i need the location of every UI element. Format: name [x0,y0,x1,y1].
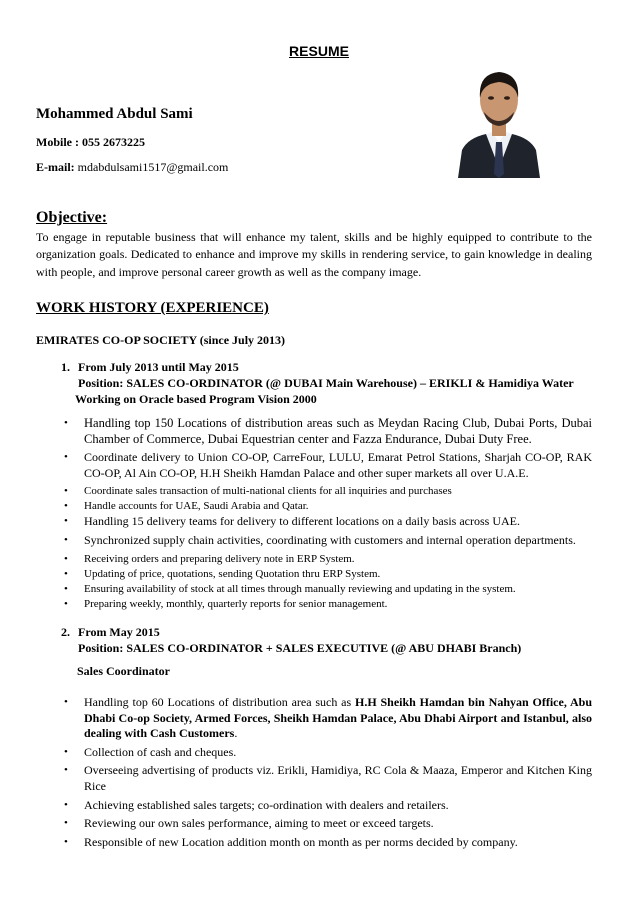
list-item: • Updating of price, quotations, sending Quotation thru ERP System. [64,567,381,580]
job-1-duties [62,416,592,612]
page-title: RESUME [289,43,349,59]
bullet-icon: • [64,552,68,565]
job-1-system: Working on Oracle based Program Vision 2000 [75,392,317,406]
list-item: • Collection of cash and cheques. [64,744,237,759]
list-item: • Responsible of new Location addition month on month as per norms decided by company. [64,834,518,849]
email-line [36,160,228,175]
mobile-number: Mobile : 055 2673225 [36,135,145,149]
list-item: • Handling 15 delivery teams for delivery to different locations on a daily basis across UAE. [64,514,520,529]
list-item: • Reviewing our own sales performance, aiming to meet or exceed targets. [64,816,434,831]
job-2-dates: From May 2015 [78,625,160,639]
list-item: • Achieving established sales targets; co-ordination with dealers and retailers. [64,797,449,812]
list-item: • Preparing weekly, monthly, quarterly reports for senior management. [64,597,388,610]
job-2-subtitle: Sales Coordinator [77,664,170,678]
email-value: mdabdulsami1517@gmail.com [77,160,229,174]
list-item: • Handle accounts for UAE, Saudi Arabia and Qatar. [64,500,309,513]
bullet-icon: • [64,696,68,708]
bullet-icon: • [64,500,68,513]
email-label: E-mail: [36,160,75,174]
bullet-icon: • [64,597,68,610]
job-2-duties [62,695,592,853]
work-history-title: WORK HISTORY (EXPERIENCE) [36,300,269,316]
bullet-icon: • [64,485,68,498]
candidate-name: Mohammed Abdul Sami [36,106,193,122]
bullet-icon: • [64,798,68,811]
employer-name: EMIRATES CO-OP SOCIETY (since July 2013) [36,333,286,347]
bullet-icon: • [64,582,68,595]
list-item: • Coordinate delivery to Union CO-OP, CarreFour, LULU, Emarat Petrol Stations, Sharjah CO-OP, RAK CO-OP, Al Ain CO-OP, H.H Sheikh Hamdan Palace and other super markets all over U.A.E. [64,450,592,480]
job-2-number: 2. [61,625,70,639]
objective-text: To engage in reputable business that will enhance my talent, skills and be highly equipped to contribute to the organization goals. Dedicated to enhance and improve my skills in rendering service, to gain knowledge in dealing with people, and improve personal career growth as well as the company image. [36,230,592,279]
bullet-icon: • [64,745,68,758]
list-item: • Coordinate sales transaction of multi-national clients for all inquiries and purchases [64,485,452,498]
list-item: • Handling top 60 Locations of distribution area such as H.H Sheikh Hamdan bin Nahyan Office, Abu Dhabi Co-op Society, Armed Forces, Sheikh Hamdan Palace, Abu Dhabi Airport and Istanbul, also dealing with Cash Customers. [64,695,593,741]
bullet-icon: • [64,835,68,848]
job-1-position: Position: SALES CO-ORDINATOR (@ DUBAI Main Warehouse) – ERIKLI & Hamidiya Water [78,376,574,390]
profile-photo [452,58,546,178]
bullet-icon: • [64,764,68,777]
job-2-header [61,624,521,656]
bullet-icon: • [64,417,68,429]
job-1-number: 1. [61,360,70,374]
job-2-position: Position: SALES CO-ORDINATOR + SALES EXECUTIVE (@ ABU DHABI Branch) [78,641,522,655]
list-item: • Receiving orders and preparing delivery note in ERP System. [64,552,355,565]
bullet-icon: • [64,451,68,464]
job-1-dates: From July 2013 until May 2015 [78,360,239,374]
list-item: • Ensuring availability of stock at all times through manually reviewing and updating in the system. [64,582,516,595]
list-item: • Handling top 150 Locations of distribution areas such as Meydan Racing Club, Dubai Ports, Dubai Chamber of Commerce, Dubai Equestrian center and Fazza Endurance, Dubai Duty Free. [64,416,592,446]
job-1-header [61,359,574,407]
list-item: • Synchronized supply chain activities, coordinating with customers and internal operation departments. [64,532,576,547]
bullet-icon: • [64,817,68,830]
list-item: • Overseeing advertising of products viz. Erikli, Hamidiya, RC Cola & Maaza, Emperor and Kitchen King Rice [64,763,592,793]
objective-title: Objective: [36,209,108,226]
bullet-icon: • [64,533,68,546]
bullet-icon: • [64,515,68,528]
bullet-icon: • [64,567,68,580]
